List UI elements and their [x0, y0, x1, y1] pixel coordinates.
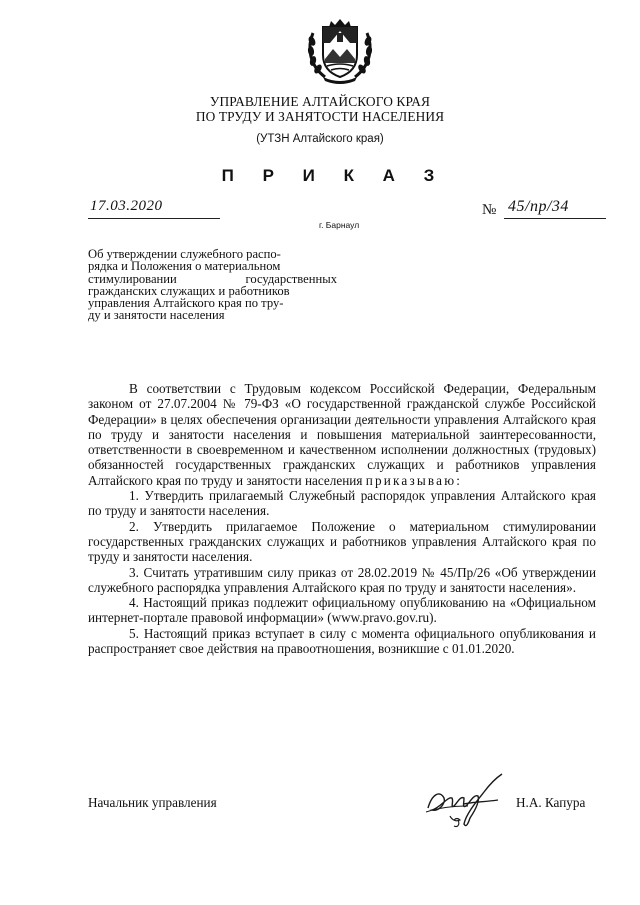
order-item: 2. Утвердить прилагаемое Положение о материальном стимулировании государственных гражданских служащих и работников управления Алтайского края по труду и занятости населения. — [88, 518, 596, 565]
document-city: г. Барнаул — [319, 220, 360, 230]
organization-short-name: (УТЗН Алтайского края) — [256, 133, 384, 145]
coat-of-arms-icon — [303, 19, 377, 85]
organization-name — [0, 94, 640, 124]
document-number: 45/пр/34 — [508, 198, 569, 215]
subject-line: Об утверждении служебного распо- — [88, 247, 281, 261]
order-item: 3. Считать утратившим силу приказ от 28.02.2019 № 45/Пр/26 «Об утверждении служебного распорядка управления Алтайского края по труду и занятости населения». — [88, 564, 596, 595]
subject-line: управления Алтайского края по тру- — [88, 296, 284, 311]
order-item: 1. Утвердить прилагаемый Служебный распорядок управления Алтайского края по труду и занятости населения. — [88, 488, 596, 519]
preamble-text: В соответствии с Трудовым кодексом Российской Федерации, Федеральным законом от 27.07.2004 № 79-ФЗ «О государственной гражданской службе Российской Федерации» в целях обеспечения организации деятельности управления Алтайского края по труду и занятости населения и повышения материальной заинтересованности, ответственности в своевременном и качественном исполнении должностных (трудовых) обязанностей государственных гражданских служащих и работников управления Алтайского края по труду и занятости населения — [88, 381, 596, 488]
document-title: П Р И К А З — [221, 166, 447, 185]
document-subject — [88, 248, 337, 322]
subject-line: гражданских служащих и работников — [88, 283, 290, 298]
order-item: 4. Настоящий приказ подлежит официальному опубликованию на «Официальном интернет-портале правовой информации» (www.pravo.gov.ru). — [88, 595, 596, 626]
subject-line: рядка и Положения о материальном — [88, 259, 281, 274]
org-line-1: УПРАВЛЕНИЕ АЛТАЙСКОГО КРАЯ — [209, 94, 431, 109]
order-word: приказываю: — [365, 472, 463, 488]
preamble-paragraph — [88, 381, 596, 488]
order-item: 5. Настоящий приказ вступает в силу с момента официального опубликования и распространяет свое действия на правоотношения, возникшие с 01.01.2020. — [88, 625, 596, 657]
signatory-role: Начальник управления — [88, 795, 217, 810]
subject-line: ду и занятости населения — [88, 308, 225, 323]
handwritten-signature-icon — [418, 768, 513, 834]
signatory-name: Н.А. Капура — [516, 795, 586, 810]
number-label: № — [482, 202, 497, 218]
org-line-2: ПО ТРУДУ И ЗАНЯТОСТИ НАСЕЛЕНИЯ — [195, 109, 445, 124]
subject-line: стимулировании государственных — [88, 271, 337, 286]
document-body — [88, 381, 596, 656]
document-date: 17.03.2020 — [90, 198, 163, 214]
